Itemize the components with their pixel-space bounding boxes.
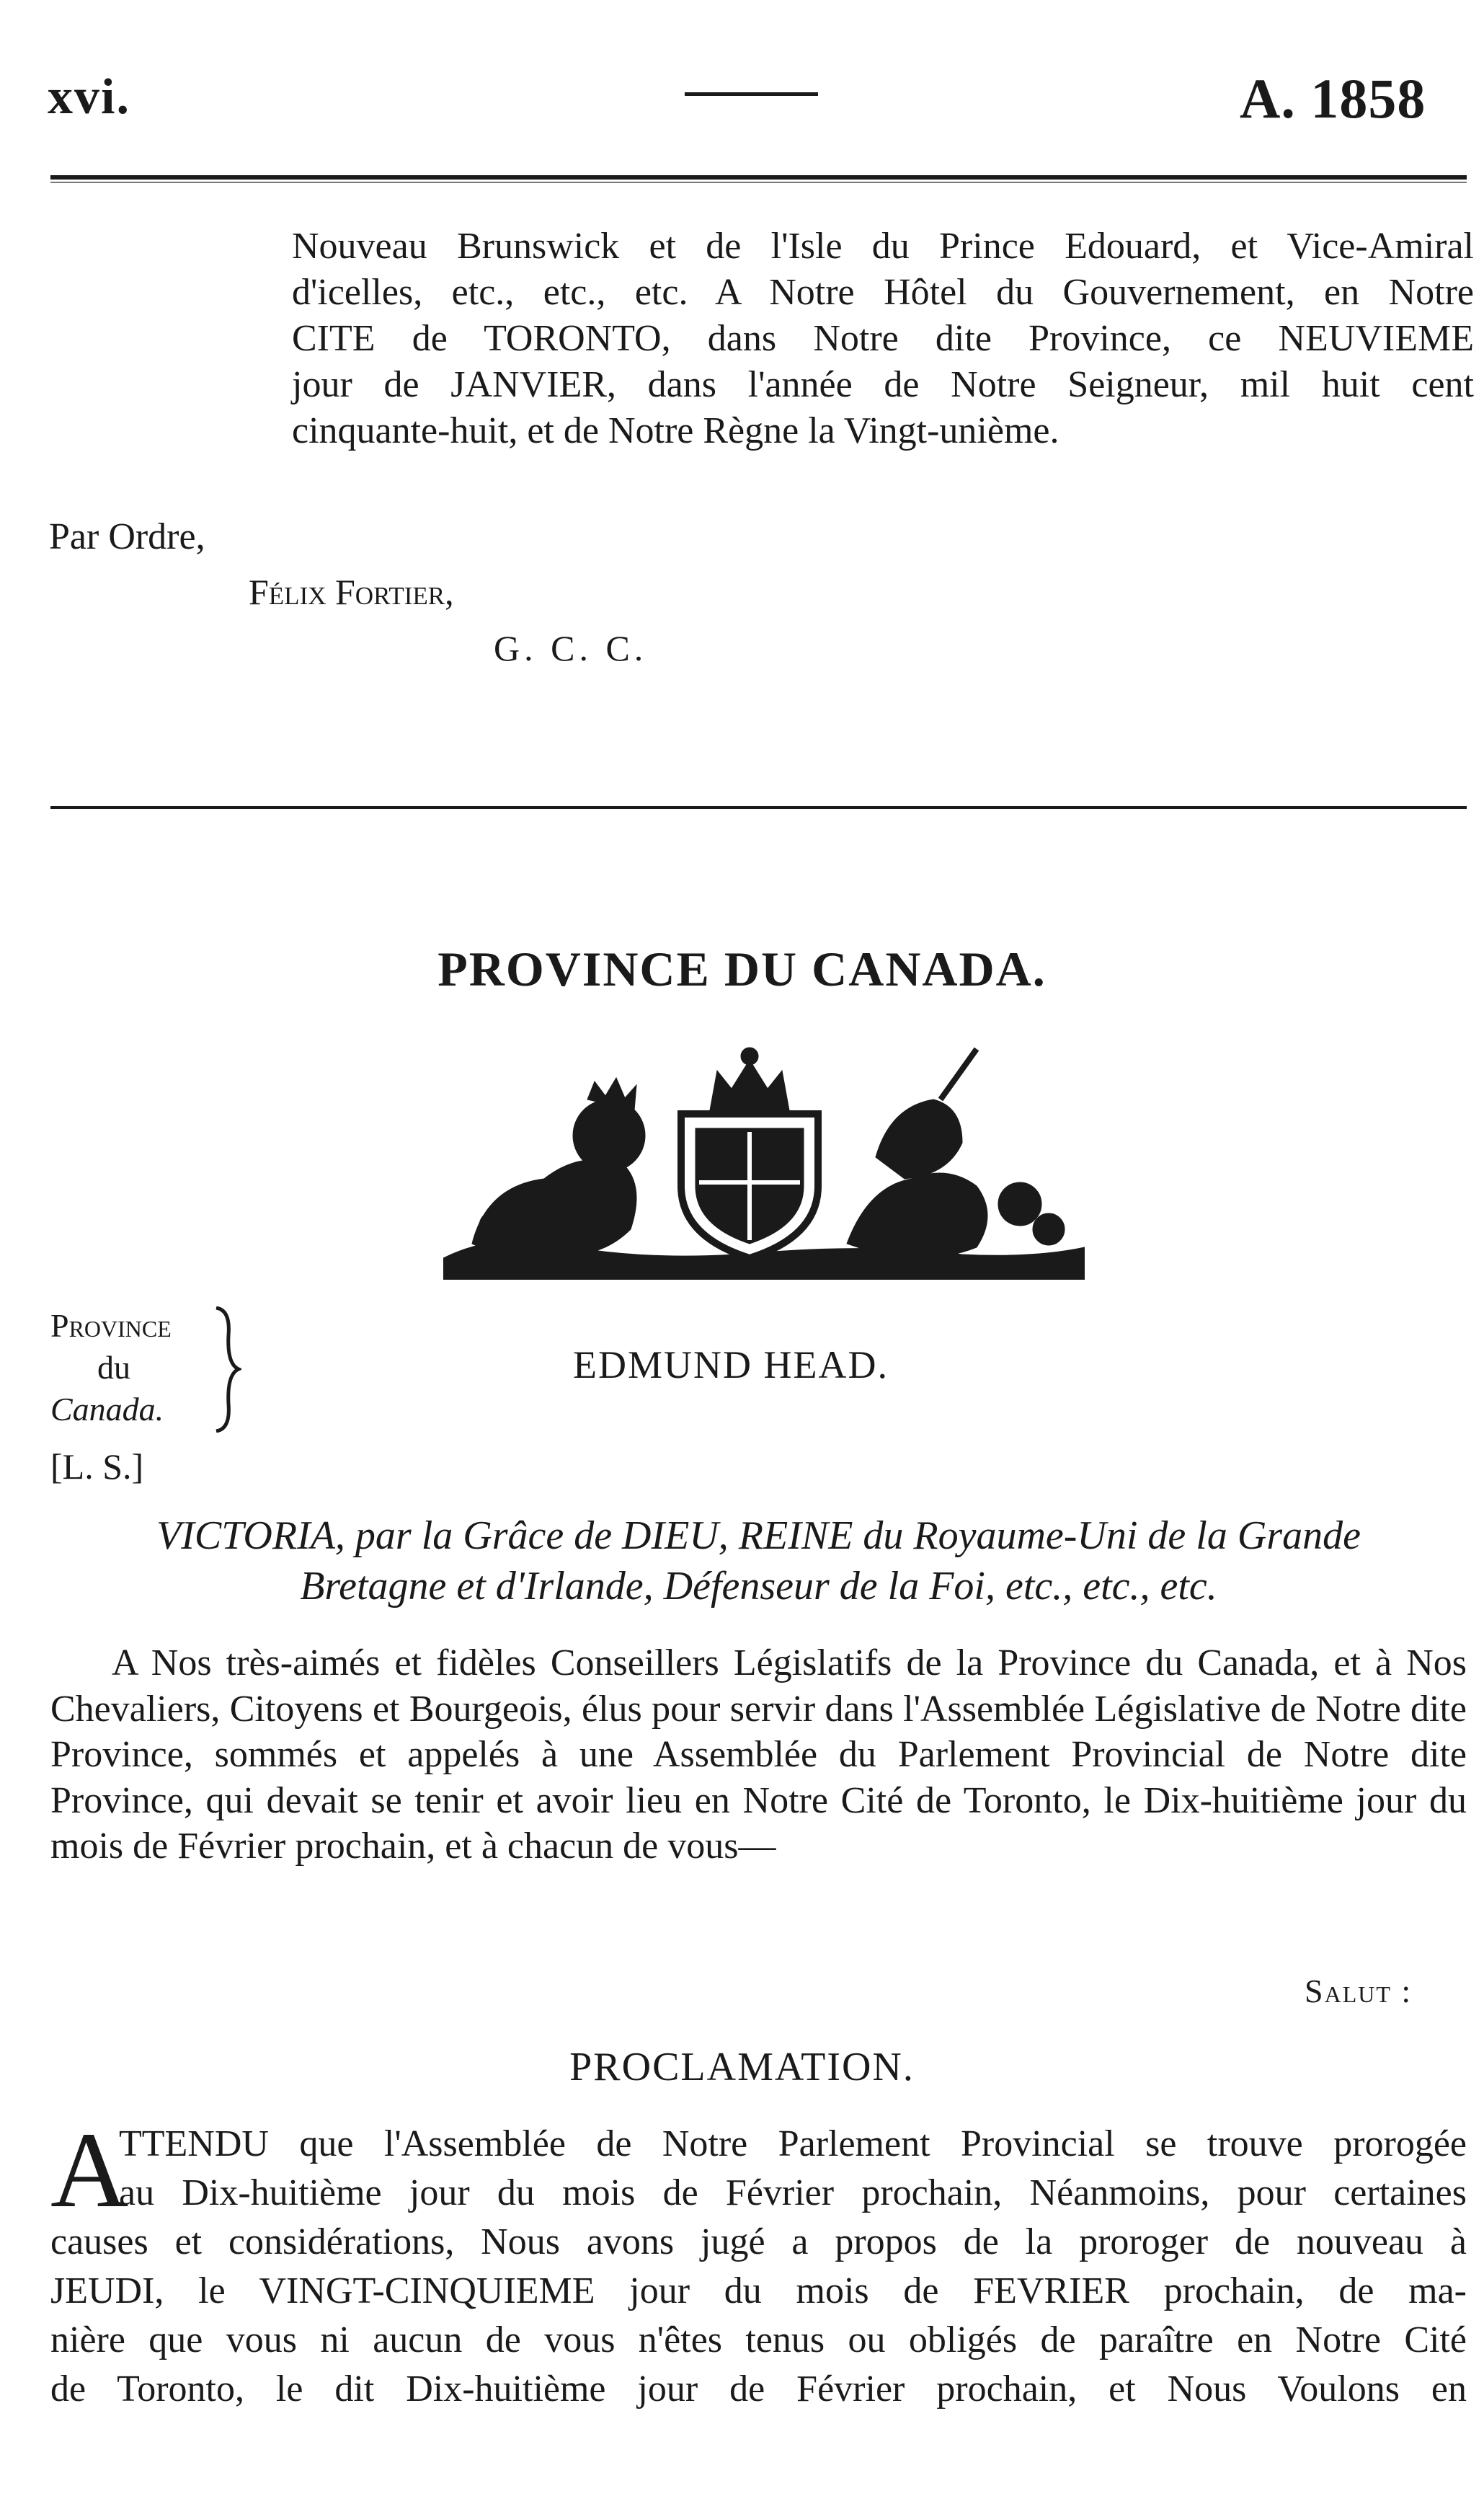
text-line: TTENDU que l'Assemblée de Notre Parlement Provincial se trouve prorogée — [119, 2123, 1467, 2164]
text-line: de Toronto, le dit Dix-huitième jour de Février prochain, et Nous Voulons en — [50, 2368, 1467, 2410]
province-block — [50, 1305, 172, 1430]
text-line: jour de JANVIER, dans l'année de Notre Seigneur, mil huit cent — [292, 364, 1474, 405]
signer-title: G. C. C. — [494, 628, 648, 668]
section-rule — [50, 806, 1467, 809]
text-line: JEUDI, le VINGT-CINQUIEME jour du mois de FEVRIER prochain, de ma- — [50, 2270, 1467, 2311]
header-rule-thin — [50, 182, 1467, 183]
text-line: causes et considérations, Nous avons jugé a propos de la proroger de nouveau à — [50, 2221, 1467, 2262]
province-du: du — [97, 1349, 130, 1386]
seal-mark: [L. S.] — [50, 1446, 144, 1487]
par-ordre: Par Ordre, — [49, 516, 205, 557]
drop-cap: A — [50, 2110, 129, 2230]
text-line: CITE de TORONTO, dans Notre dite Province, ce NEUVIEME — [292, 318, 1474, 359]
top-paragraph — [292, 224, 1474, 454]
address-paragraph: A Nos très-aimés et fidèles Conseillers Législatifs de la Province du Canada, et à Nos Chevaliers, Citoyens et Bourgeois, élus pour servir dans l'Assemblée Législative de Notre dite Province, sommés et appelés à une Assemblée du Parlement Provincial de Notre dite Province, qui devait se tenir et avoir lieu en Notre Cité de Toronto, le Dix-huitième jour du mois de Février prochain, et à chacun de vous— — [50, 1642, 1467, 1867]
province-title: PROVINCE DU CANADA. — [437, 942, 1047, 996]
royal-coat-of-arms-icon — [443, 1042, 1085, 1280]
proclamation-text — [50, 2120, 1467, 2414]
province-canada: Canada. — [50, 1391, 164, 1428]
header-rule — [50, 175, 1467, 180]
salut: Salut : — [1305, 1973, 1413, 2009]
text-line: au Dix-huitième jour du mois de Février prochain, Néanmoins, pour certaines — [119, 2172, 1467, 2213]
victoria-line: VICTORIA, par la Grâce de DIEU, REINE du Royaume-Uni de la Grande — [156, 1513, 1361, 1558]
text-line: Nouveau Brunswick et de l'Isle du Prince Edouard, et Vice-Amiral — [292, 226, 1474, 267]
victoria-line: Bretagne et d'Irlande, Défenseur de la Foi, etc., etc., etc. — [300, 1564, 1217, 1608]
proclamation-heading: PROCLAMATION. — [569, 2045, 915, 2089]
victoria-title — [50, 1510, 1467, 1611]
brace-icon — [213, 1306, 241, 1433]
text-line: cinquante-huit, et de Notre Règne la Vingt-unième. — [292, 410, 1059, 451]
text-line: nière que vous ni aucun de vous n'êtes tenus ou obligés de paraître en Notre Cité — [50, 2319, 1467, 2360]
governor-name: EDMUND HEAD. — [573, 1343, 889, 1386]
signer-name: Félix Fortier, — [249, 572, 454, 612]
text-line: d'icelles, etc., etc., etc. A Notre Hôtel du Gouvernement, en Notre — [292, 272, 1474, 313]
page-number: xvi. — [48, 69, 130, 125]
header-dash — [685, 92, 818, 96]
province-label: Province — [50, 1307, 172, 1344]
page-year: A. 1858 — [1240, 67, 1426, 130]
